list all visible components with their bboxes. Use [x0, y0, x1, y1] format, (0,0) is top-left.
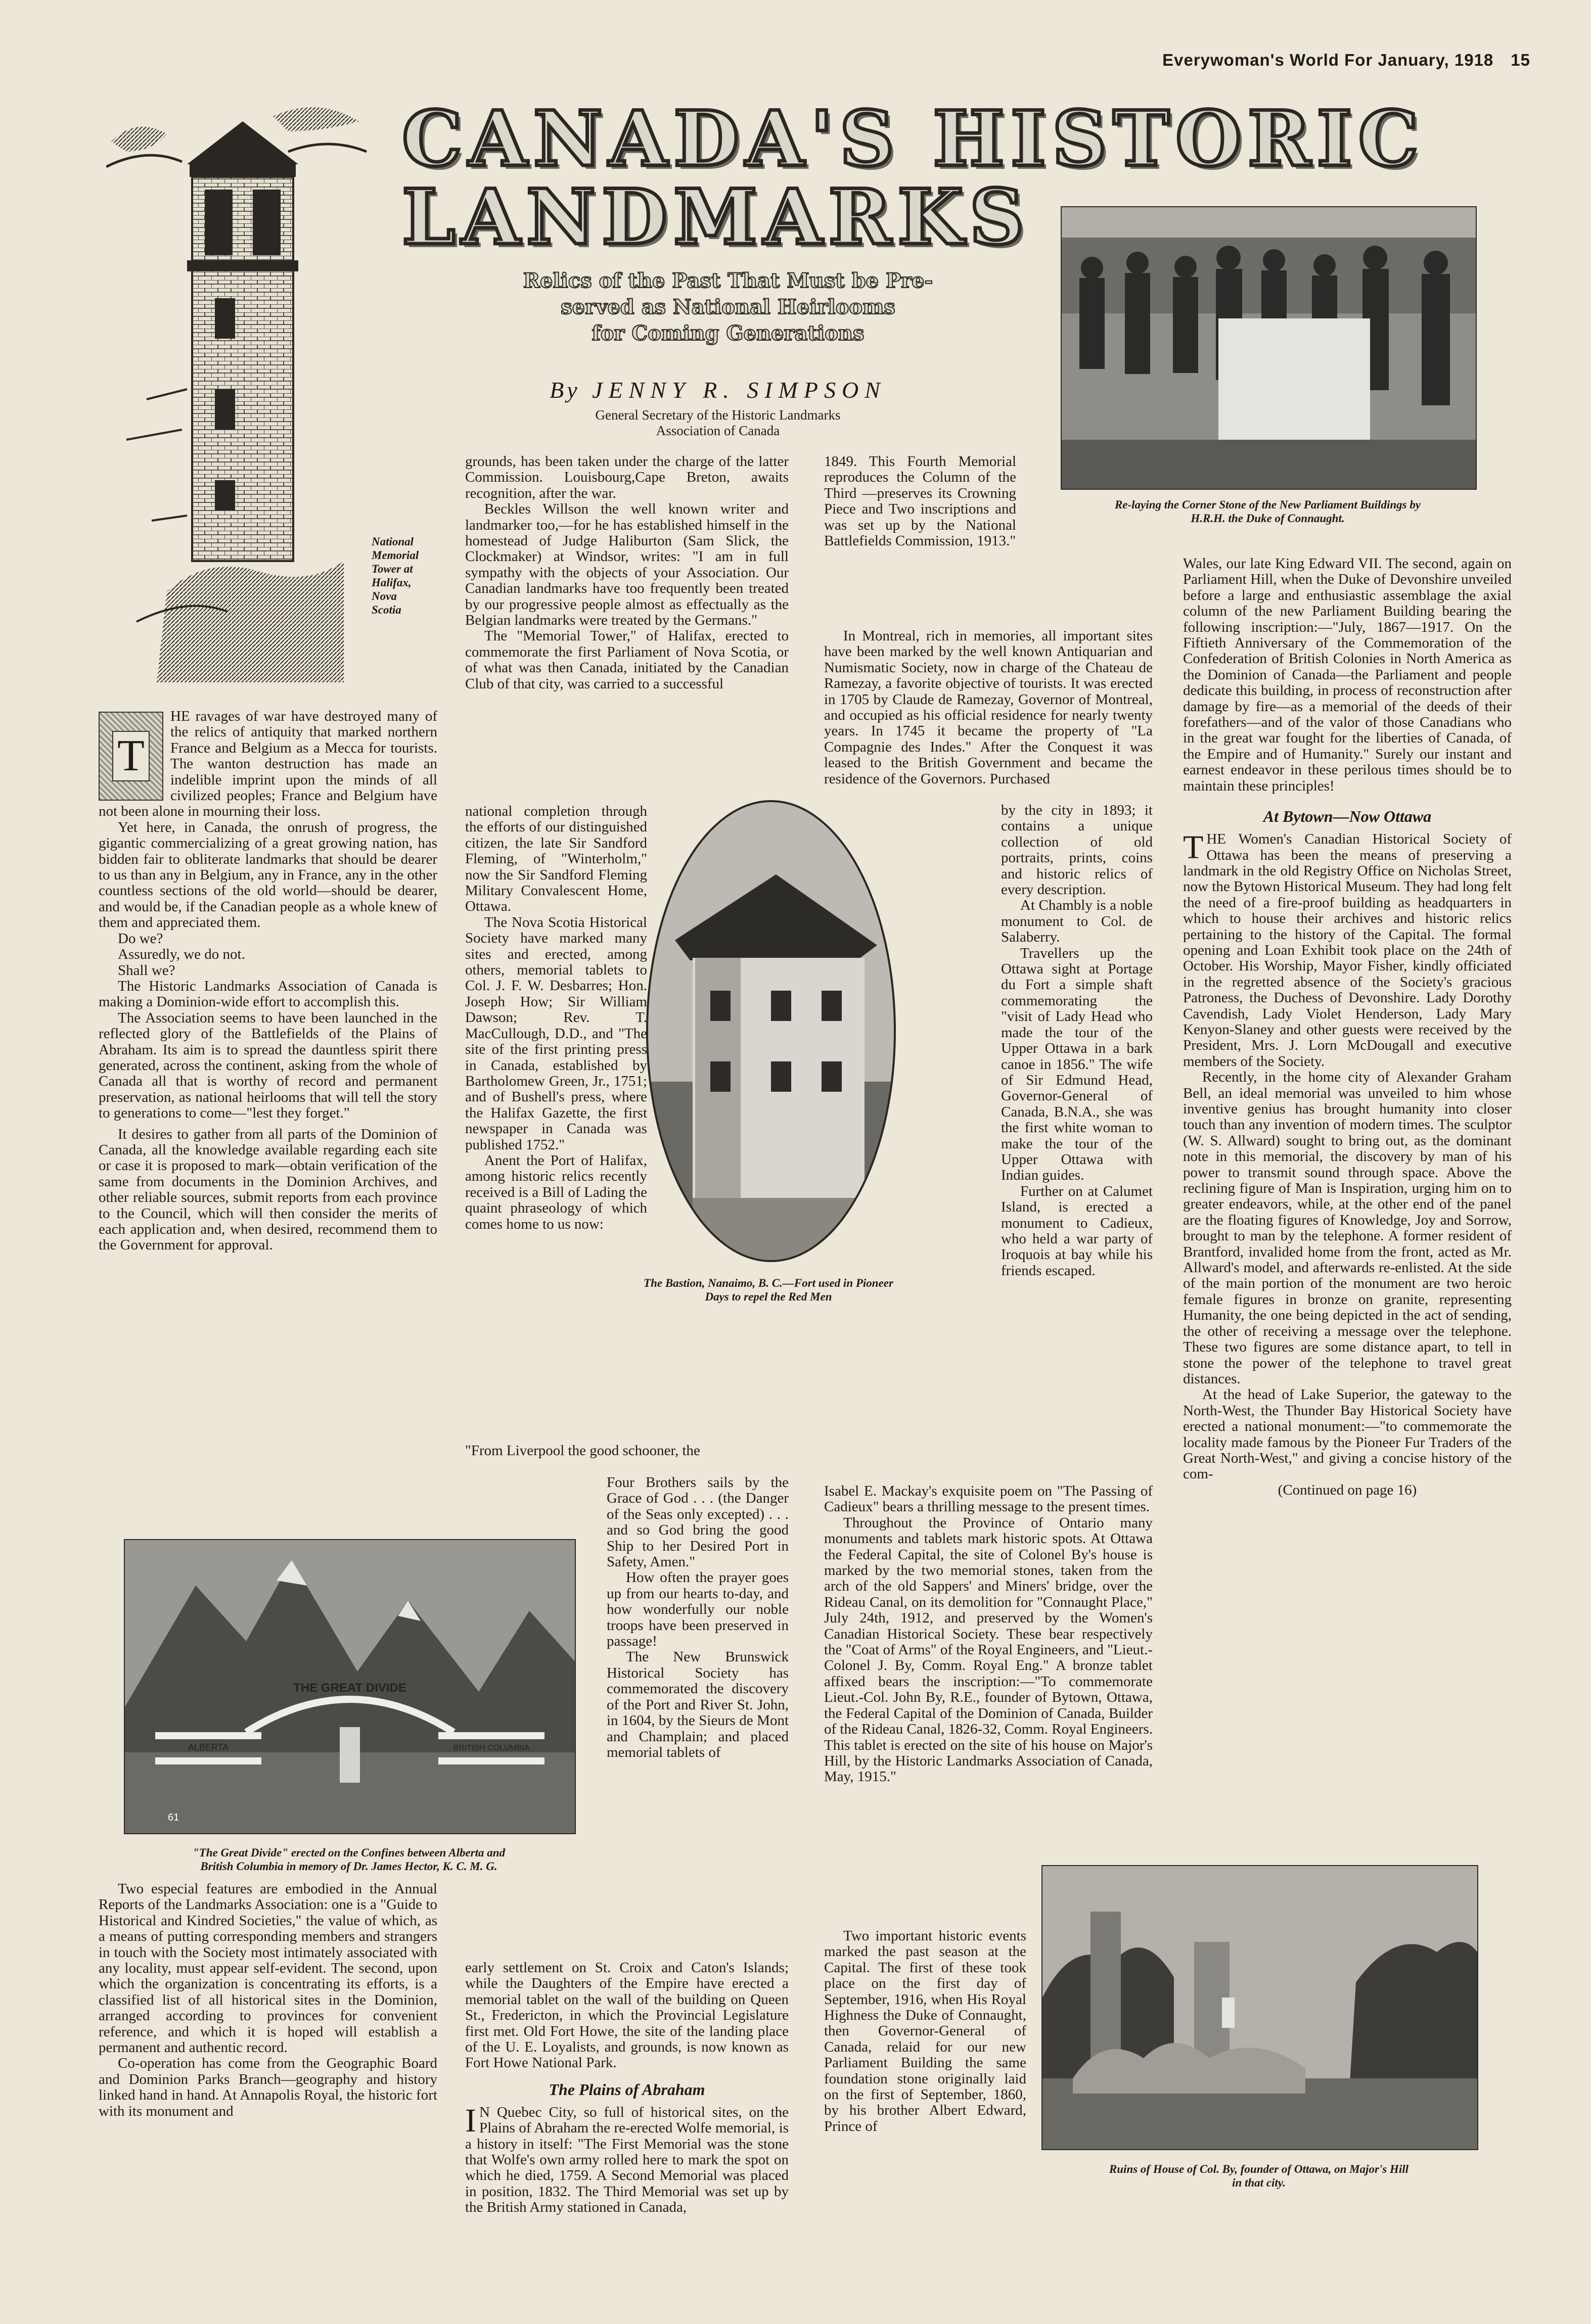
paragraph: It desires to gather from all parts of the Dominion of Canada, all the knowledge available regarding each site or case it is proposed to mark—obtain verification of the same from documents in the Dominion Archives, and other reliable sources, submit reports from each province to the Council, which will then consider the merits of each application and, when desired, recommend them to the Government for approval. — [99, 1126, 437, 1253]
bastion-caption-line: The Bastion, Nanaimo, B. C.—Fort used in Pioneer — [644, 1277, 893, 1289]
paragraph: Assuredly, we do not. — [118, 946, 245, 963]
column-3-top — [824, 454, 1016, 628]
dropcap — [99, 712, 163, 801]
bastion-photo — [645, 799, 897, 1264]
paragraph — [1183, 831, 1512, 1070]
tower-caption-line: Nova — [372, 590, 397, 602]
tower-illustration — [106, 86, 369, 682]
column-3-narrow — [1001, 803, 1153, 1482]
paragraph: How often the prayer goes up from our hearts to-day, and how wonderfully our noble troops have been preserved in passage! — [607, 1569, 789, 1650]
byline-by: By — [550, 377, 580, 403]
paragraph: Yet here, in Canada, the onrush of progress, the gigantic commercializing of a great growing nation, has bidden fair to obliterate landmarks that should be dearer to us than any in Belgium, any in France, any in the other countless sections of the old world—should be dearer, and would be, if the Canadian people as a whole knew of them and appreciated them. — [99, 819, 437, 931]
column-1-bottom — [99, 1881, 437, 2286]
initial-letter: I — [465, 2102, 476, 2139]
paragraph-text: HE Women's Canadian Historical Society of Ottawa has been the means of preserving a landmark in the old Registry Office on Nicholas Street, now the Bytown Historical Museum. They had long felt the need of a fire-proof building as headquarters in which to house their archives and historic relics pertaining to the history of the Capital. The formal opening and Loan Exhibit took place on the 24th of October. His Worship, Mayor Fisher, kindly officiated in the regretted absence of the Society's gracious Patroness, the Duchess of Devonshire. Lady Dorothy Cavendish, Lady Violet Henderson, Lady Mary Kenyon-Slaney and other guests were received by the President, Mrs. J. Lorn McDougall and executive members of the Society. — [1183, 831, 1512, 1070]
tower-caption-line: Scotia — [372, 603, 401, 616]
page-number: 15 — [1511, 51, 1530, 69]
ruins-caption-line: Ruins of House of Col. By, founder of Ottawa, on Major's Hill — [1109, 2163, 1409, 2175]
column-3-bottom — [824, 1928, 1026, 2282]
ruins-photo — [1041, 1865, 1478, 2150]
paragraph: Wales, our late King Edward VII. The second, again on Parliament Hill, when the Duke of Devonshire unveiled before a large and enthusiastic assemblage the axial column of the new Parliament Building bearing the following inscription:—"July, 1867—1917. On the Fiftieth Anniversary of the Commemoration of the Confederation of British Colonies in North America as the Dominion of Canada—the Parliament and people dedicate this building, in process of reconstruction after damage by fire—as a memorial of the deeds of their forefathers—and of the valor of those Canadians who in the great war fought for the liberties of Canada, of the Empire and of Humanity." Surely our instant and earnest endeavor in these perilous times should be to maintain these principles! — [1183, 555, 1512, 794]
bastion-caption — [617, 1276, 920, 1304]
paragraph: Two important historic events marked the past season at the Capital. The first of these took place on the first day of September, 1916, when His Royal Highness the Duke of Connaught, then Governor-General of Canada, relaid for our new Parliament Building the same foundation stone originally laid on the first of September, 1860, by his brother Albert Edward, Prince of — [824, 1928, 1026, 2134]
column-2-mid — [465, 804, 647, 1428]
divide-plate-number: 61 — [168, 1812, 179, 1823]
title-line2: LANDMARKS — [402, 173, 1030, 262]
column-2-narrow — [607, 1475, 789, 1961]
paragraph: 1849. This Fourth Memorial reproduces the Column of the Third —preserves its Crowning Piece and Two inscriptions and was set up by the National Battlefields Commission, 1913." — [824, 453, 1016, 549]
section-heading-bytown: At Bytown—Now Ottawa — [1263, 807, 1432, 826]
paragraph: Isabel E. Mackay's exquisite poem on "The Passing of Cadieux" bears a thrilling message to the present times. — [824, 1483, 1153, 1515]
paragraph: HE ravages of war have destroyed many of the relics of antiquity that marked northern France and Belgium as a Mecca for tourists. The wanton destruction has made an indelible imprint upon the minds of all civilized peoples; France and Belgium have not been alone in mourning their loss. — [99, 708, 437, 820]
tower-caption-line: Halifax, — [372, 576, 412, 589]
byline-author: JENNY R. SIMPSON — [592, 377, 886, 403]
ruins-caption — [1041, 2162, 1476, 2190]
paragraph: Anent the Port of Halifax, among historic relics recently received is a Bill of Lading the quaint phraseology of which comes home to us now: — [465, 1152, 647, 1232]
paragraph: Recently, in the home city of Alexander Graham Bell, an ideal memorial was unveiled to him whose inventive genius has brought humanity into closer touch than any invention of modern times. The sculptor (W. S. Allward) sought to bring out, as the dominant note in this memorial, the discovery by man of his power to transmit sound through space. Above the reclining figure of Man is Inspiration, urging him on to greater endeavors, while, at the other end of the panel are the floating figures of Knowledge, Joy and Sorrow, brought to man by the telephone. A former resident of Brantford, invalided home from the front, acted as Mr. Allward's model, and afterwards re-enlisted. At the side of the main portion of the monument are two heroic female figures in bronze on granite, representing Humanity, the one being depicted in the act of sending, the other of receiving a message over the telephone. These two figures are some distance apart, to tell in stone the power of the telephone to travel great distances. — [1183, 1069, 1512, 1387]
tower-caption-line: National — [372, 535, 414, 548]
column-1 — [99, 709, 437, 1492]
author-role-line: Association of Canada — [656, 423, 780, 438]
great-divide-caption — [124, 1846, 574, 1873]
column-3-lower — [824, 1483, 1153, 1928]
running-head-title: Everywoman's World For January, 1918 — [1162, 51, 1494, 69]
paragraph: In Montreal, rich in memories, all important sites have been marked by the well known Antiquarian and Numismatic Society, now in charge of the Chateau de Ramezay, a favorite objective of tourists. It was erected in 1705 by Claude de Ramezay, Governor of Montreal, and occupied as his official residence for nearly twenty years. In 1745 it became the property of "La Compagnie des Indes." After the Conquest it was leased to the British Government and became the residence of the Governors. Purchased — [824, 628, 1153, 787]
paragraph: The Association seems to have been launched in the reflected glory of the Battlefields of the Plains of Abraham. Its aim is to spread the dauntless spirit there generated, across the continent, asking from the whole of Canada all that is worthy of record and permanent preservation, as national heirlooms that will tell the story to generations to come—"lest they forget." — [99, 1009, 437, 1122]
paragraph: The Nova Scotia Historical Society have marked many sites and erected, among others, memorial tablets to Col. J. F. W. Desbarres; Hon. Joseph How; Sir William Dawson; Rev. T. MacCullough, D.D., and "The site of the first printing press in Canada, established by Bartholomew Green, Jr., 1751; and of Bushell's press, where the Halifax Gazette, the first newspaper in Canada was published 1752." — [465, 914, 647, 1153]
tower-caption-line: Tower at — [372, 563, 413, 575]
paragraph: Two especial features are embodied in the Annual Reports of the Landmarks Association: one is a "Guide to Historical and Kindred Societies," the value of which, as a means of putting corresponding members and strangers in touch with the Society most intimately associated with any locality, must appear self-evident. The second, upon which the organization is concentrating its efforts, is a classified list of all historical sites in the Dominion, arranged according to provinces for convenient reference, and which it is hoped will establish a permanent and authentic record. — [99, 1881, 437, 2056]
subtitle-line: for Coming Generations — [592, 321, 865, 345]
subtitle-line: served as National Heirlooms — [561, 295, 895, 319]
paragraph: The New Brunswick Historical Society has commemorated the discovery of the Port and River St. John, in 1604, by the Sieurs de Mont and Champlain; and placed memorial tablets of — [607, 1649, 789, 1760]
paragraph: early settlement on St. Croix and Caton's Islands; while the Daughters of the Empire have erected a memorial tablet on the wall of the building on Queen St., Fredericton, in which the Provincial Legislature first met. Old Fort Howe, the site of the landing place of the U. E. Loyalists, and grounds, is now known as Fort Howe National Park. — [465, 1960, 789, 2071]
author-role — [511, 407, 925, 439]
column-2-lower — [465, 1443, 789, 1476]
paragraph: by the city in 1893; it contains a unique collection of old portraits, prints, coins and historic relics of every description. — [1001, 802, 1153, 898]
paragraph-text: N Quebec City, so full of historical sites, on the Plains of Abraham the re-erected Wolfe memorial, is a history in itself: "The First Memorial was the stone that Wolfe's own army rolled here to mark the spot on which he died, 1759. A Second Memorial was placed in position, 1832. The Third Memorial was set up by the British Army stationed in Canada, — [465, 2104, 789, 2216]
paragraph: Shall we? — [118, 962, 175, 979]
running-head — [1162, 51, 1530, 70]
paragraph: Further on at Calumet Island, is erected a monument to Cadieux, who held a war party of Iroquois at bay while his friends escaped. — [1001, 1183, 1153, 1279]
cornerstone-caption-line: H.R.H. the Duke of Connaught. — [1191, 512, 1345, 525]
great-divide-photo — [124, 1539, 576, 1834]
tower-caption-line: Memorial — [372, 549, 419, 562]
divide-right-text: BRITISH COLUMBIA — [453, 1744, 530, 1752]
column-4 — [1183, 556, 1512, 1835]
paragraph: national completion through the efforts of our distinguished citizen, the late Sir Sandford Fleming, of "Winterholm," now the Sir Sandford Fleming Military Convalescent Home, Ottawa. — [465, 803, 647, 915]
great-divide-caption-line: British Columbia in memory of Dr. James Hector, K. C. M. G. — [200, 1860, 497, 1873]
byline — [511, 377, 925, 403]
paragraph — [465, 2102, 789, 2216]
divide-arch-text: THE GREAT DIVIDE — [293, 1681, 406, 1695]
bastion-caption-line: Days to repel the Red Men — [705, 1290, 832, 1303]
subtitle — [425, 268, 1031, 347]
paragraph: The Historic Landmarks Association of Canada is making a Dominion-wide effort to accomplish this. — [99, 978, 437, 1010]
paragraph: Do we? — [118, 930, 163, 947]
tower-caption — [372, 535, 447, 617]
great-divide-caption-line: "The Great Divide" erected on the Confines between Alberta and — [192, 1846, 506, 1859]
paragraph: At Chambly is a noble monument to Col. de Salaberry. — [1001, 897, 1153, 946]
cornerstone-photo — [1061, 206, 1477, 490]
divide-left-text: ALBERTA — [188, 1742, 229, 1752]
paragraph: Throughout the Province of Ontario many monuments and tablets mark historic spots. At Ottawa the Federal Capital, the site of Colonel By's house is marked by the two memorial stones, taken from the arch of the old Sappers' and Miners' bridge, over the Rideau Canal, on its demolition for "Connaught Place," July 24th, 1912, and preserved by the Women's Canadian Historical Society. These bear respectively the "Coat of Arms" of the Royal Engineers, and "Lieut.-Colonel J. By, Comm. Royal Eng." A bronze tablet affixed bears the inscription:—"To commemorate Lieut.-Col. John By, R.E., founder of Bytown, Ottawa, the Federal Capital of the Dominion of Canada, Builder of the Rideau Canal, 1826-32, Comm. Royal Engineers. This tablet is erected on the site of his house on Major's Hill, by the Historic Landmarks Association of Canada, May, 1915." — [824, 1514, 1153, 1785]
cornerstone-caption-line: Re-laying the Corner Stone of the New Parliament Buildings by — [1114, 498, 1421, 511]
author-role-line: General Secretary of the Historic Landmarks — [595, 407, 841, 423]
column-3-wide — [824, 628, 1153, 803]
continued-note: (Continued on page 16) — [1278, 1481, 1417, 1498]
paragraph: Beckles Willson the well known writer and landmarker too,—for he has established himself in the homestead of Judge Haliburton (Sam Slick, the Clockmaker) at Windsor, writes: "I am in full sympathy with the objects of your Association. Our Canadian landmarks have too frequently been treated by our progressive people almost as effectually as the Belgian landmarks were treated by the Germans." — [465, 501, 789, 629]
column-2-top — [465, 454, 789, 803]
section-heading-plains: The Plains of Abraham — [549, 2080, 705, 2099]
cornerstone-caption — [1061, 498, 1475, 525]
paragraph: The "Memorial Tower," of Halifax, erected to commemorate the first Parliament of Nova Scotia, or of what was then Canada, initiated by the Canadian Club of that city, was carried to a successful — [465, 628, 789, 692]
paragraph: Four Brothers sails by the Grace of God . . . (the Danger of the Seas only excepted) . . . and so God bring the good Ship to her Desired Port in Safety, Amen." — [607, 1474, 789, 1570]
paragraph: At the head of Lake Superior, the gateway to the North-West, the Thunder Bay Historical Society have erected a national monument:—"to commemorate the locality made famous by the Pioneer Fur Traders of the Great North-West," and giving a concise history of the com- — [1183, 1386, 1512, 1482]
column-2-bottom — [465, 1960, 789, 2289]
paragraph: "From Liverpool the good schooner, the — [465, 1443, 700, 1459]
title-line1: CANADA'S HISTORIC — [402, 95, 1425, 183]
paragraph: Co-operation has come from the Geographic Board and Dominion Parks Branch—geography and history linked hand in hand. At Annapolis Royal, the historic fort with its monument and — [99, 2055, 437, 2119]
paragraph: grounds, has been taken under the charge of the latter Commission. Louisbourg,Cape Breton, awaits recognition, after the war. — [465, 453, 789, 501]
initial-letter: T — [1183, 829, 1204, 866]
ruins-caption-line: in that city. — [1232, 2176, 1286, 2189]
dropcap-letter: T — [112, 731, 150, 781]
subtitle-line: Relics of the Past That Must be Pre- — [523, 269, 933, 293]
paragraph: Travellers up the Ottawa sight at Portage du Fort a simple shaft commemorating the "visit of Lady Head who made the tour of the Upper Ottawa in a bark canoe in 1856." The wife of Sir Edmund Head, Governor-General of Canada, B.N.A., she was the first white woman to make the tour of the Upper Ottawa with Indian guides. — [1001, 945, 1153, 1184]
